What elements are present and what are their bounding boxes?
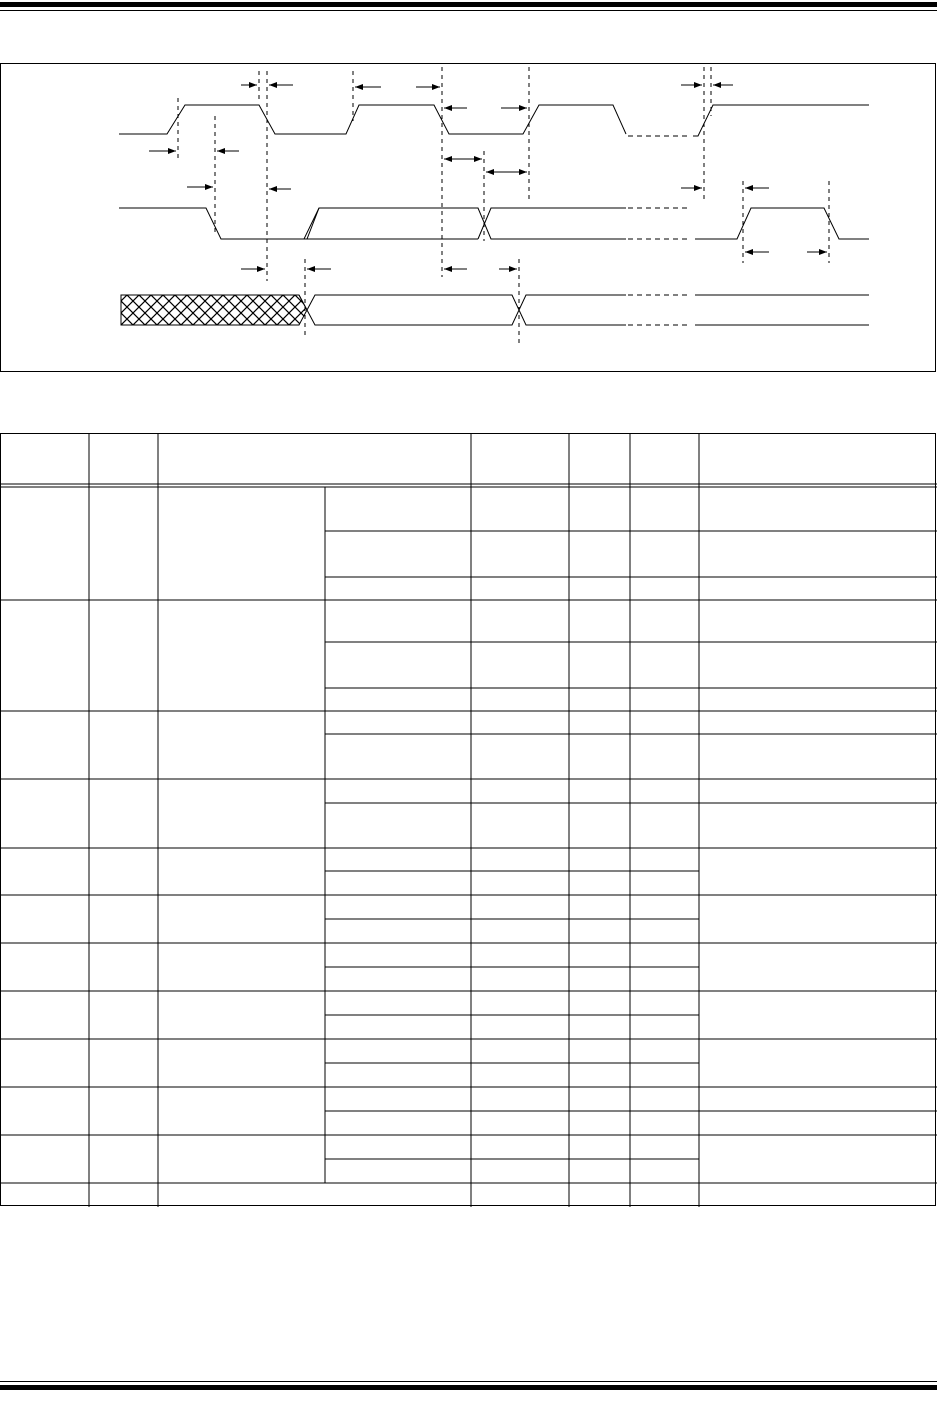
footer-rule-thick	[0, 1385, 937, 1390]
parameter-table	[0, 433, 936, 1206]
timing-arrows	[149, 85, 827, 269]
middle-waveform	[119, 208, 626, 239]
timing-diagram-svg	[1, 64, 937, 373]
middle-waveform-tail	[695, 208, 869, 239]
bus-invalid-region	[121, 295, 307, 325]
bus-valid-region	[299, 295, 626, 325]
footer-rule-thin	[0, 1381, 937, 1382]
top-waveform-tail	[693, 105, 869, 136]
top-waveform	[119, 105, 626, 134]
header-rule-thin	[0, 10, 937, 11]
timing-diagram	[0, 63, 936, 372]
header-rule-thick	[0, 2, 937, 7]
parameter-table-grid	[1, 434, 937, 1207]
